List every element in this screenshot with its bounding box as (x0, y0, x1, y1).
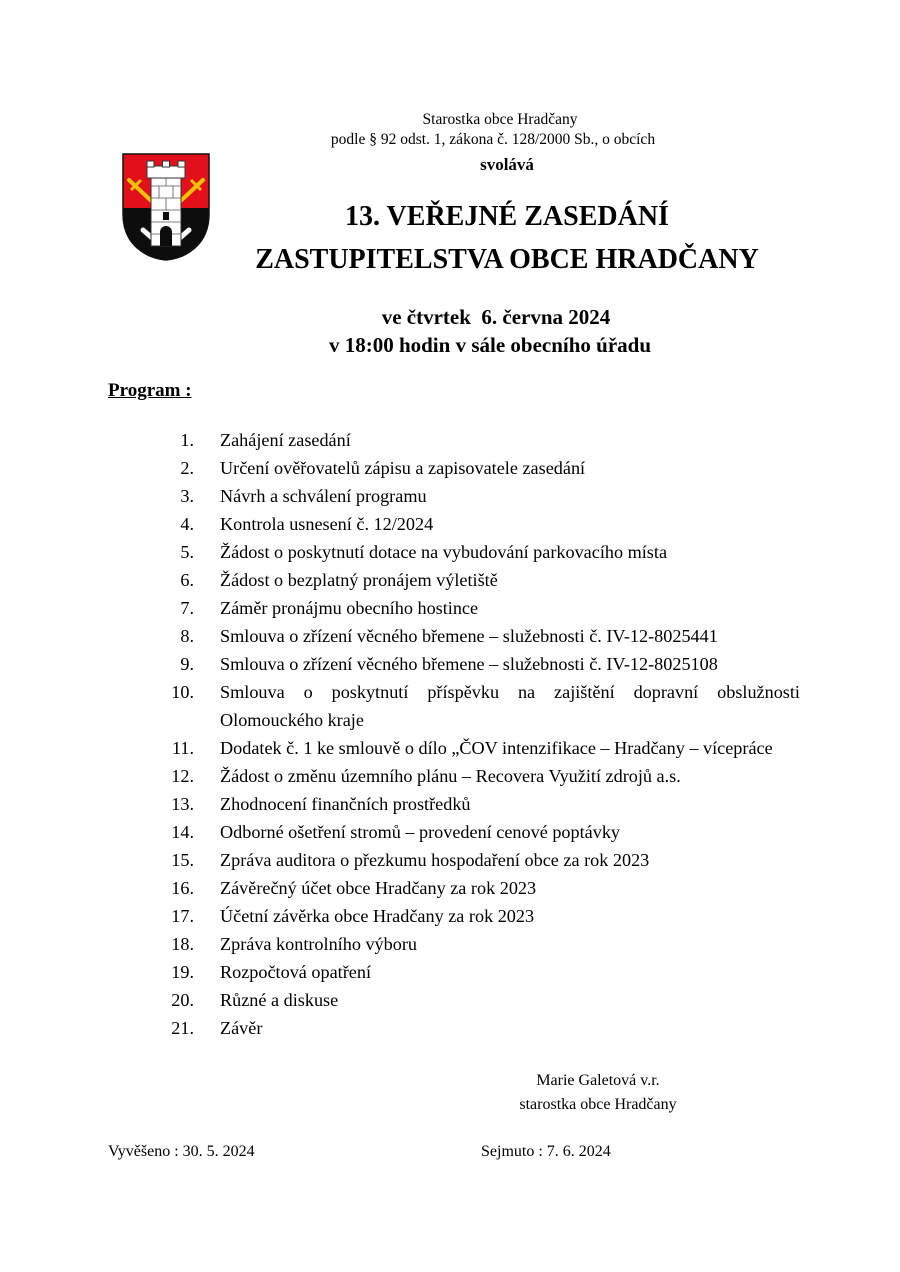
agenda-item (160, 790, 800, 818)
agenda-item-number: 3. (180, 486, 194, 506)
agenda-item-text: Zhodnocení finančních prostředků (220, 794, 471, 814)
agenda-item-number: 19. (171, 962, 194, 982)
agenda-item (160, 734, 800, 762)
agenda-item (160, 454, 800, 482)
agenda-item-text: Různé a diskuse (220, 990, 339, 1010)
agenda-item-text: Smlouva o zřízení věcného břemene – služebnosti č. IV-12-8025108 (220, 654, 718, 674)
agenda-item-number: 2. (180, 458, 194, 478)
removed-date: Sejmuto : 7. 6. 2024 (481, 1143, 611, 1160)
agenda-item (160, 510, 800, 538)
header-legal-basis: podle § 92 odst. 1, zákona č. 128/2000 Sb., o obcích (330, 131, 656, 148)
agenda-item-number: 8. (180, 626, 194, 646)
header-issuer: Starostka obce Hradčany (422, 111, 578, 128)
agenda-item-number: 16. (171, 878, 194, 898)
agenda-item-number: 7. (180, 598, 194, 618)
agenda-item (160, 566, 800, 594)
agenda-item-number: 10. (171, 682, 194, 702)
agenda-item-number: 5. (180, 542, 194, 562)
agenda-item-text: Odborné ošetření stromů – provedení cenové poptávky (220, 822, 621, 842)
agenda-item (160, 426, 800, 454)
agenda-item-text: Žádost o poskytnutí dotace na vybudování parkovacího místa (220, 542, 668, 562)
agenda-item-number: 20. (171, 990, 194, 1010)
agenda-item-number: 13. (171, 794, 194, 814)
agenda-item-text: Smlouva o zřízení věcného břemene – služebnosti č. IV-12-8025441 (220, 626, 718, 646)
agenda-item-text: Žádost o bezplatný pronájem výletiště (220, 570, 498, 590)
agenda-item (160, 818, 800, 846)
agenda-item (160, 986, 800, 1014)
agenda-item-text: Zpráva auditora o přezkumu hospodaření obce za rok 2023 (220, 850, 650, 870)
agenda-item-text: Žádost o změnu územního plánu – Recovera Využití zdrojů a.s. (220, 766, 681, 786)
document-title-line-1: 13. VEŘEJNÉ ZASEDÁNÍ (345, 201, 669, 232)
agenda-item (160, 846, 800, 874)
meeting-date: ve čtvrtek 6. června 2024 (381, 305, 611, 329)
agenda-item-number: 1. (180, 430, 194, 450)
agenda-item (160, 874, 800, 902)
agenda-item-text: Rozpočtová opatření (220, 962, 372, 982)
signature-role: starostka obce Hradčany (519, 1096, 677, 1113)
agenda-item (160, 622, 800, 650)
meeting-time-place: v 18:00 hodin v sále obecního úřadu (328, 333, 652, 357)
agenda-item (160, 902, 800, 930)
header-convenes: svolává (480, 155, 534, 174)
agenda-item-text: Dodatek č. 1 ke smlouvě o dílo „ČOV intenzifikace – Hradčany – vícepráce (220, 738, 773, 758)
agenda-item (160, 482, 800, 510)
agenda-item-text: Záměr pronájmu obecního hostince (220, 598, 479, 618)
agenda-item-number: 18. (171, 934, 194, 954)
posted-date: Vyvěšeno : 30. 5. 2024 (108, 1143, 255, 1160)
agenda-item-text: Určení ověřovatelů zápisu a zapisovatele zasedání (220, 458, 586, 478)
agenda-item-text: Účetní závěrka obce Hradčany za rok 2023 (220, 906, 535, 926)
agenda-item-number: 6. (180, 570, 194, 590)
agenda-item-number: 12. (171, 766, 194, 786)
document-title-line-2: ZASTUPITELSTVA OBCE HRADČANY (255, 244, 759, 275)
agenda-item-text: Smlouva o poskytnutí příspěvku na zajištění dopravní obslužnosti Olomouckého kraje (220, 682, 800, 730)
agenda-item (160, 594, 800, 622)
agenda-item-number: 4. (180, 514, 194, 534)
program-heading: Program : (108, 380, 192, 401)
agenda-item-text: Návrh a schválení programu (220, 486, 427, 506)
agenda-item (160, 930, 800, 958)
agenda-item (160, 538, 800, 566)
agenda-item-text: Závěr (220, 1018, 263, 1038)
agenda-item-number: 11. (171, 738, 194, 758)
agenda-item-number: 15. (171, 850, 194, 870)
agenda-item-text: Zpráva kontrolního výboru (220, 934, 417, 954)
agenda-item-text: Zahájení zasedání (220, 430, 351, 450)
agenda-item (160, 1014, 800, 1042)
agenda-item (160, 678, 800, 734)
agenda-item-number: 17. (171, 906, 194, 926)
signature-name: Marie Galetová v.r. (536, 1072, 660, 1089)
agenda-item-number: 9. (180, 654, 194, 674)
agenda-item-number: 14. (171, 822, 194, 842)
agenda-item-text: Závěrečný účet obce Hradčany za rok 2023 (220, 878, 537, 898)
agenda-item-text: Kontrola usnesení č. 12/2024 (220, 514, 434, 534)
agenda-item (160, 958, 800, 986)
agenda-item (160, 650, 800, 678)
agenda-item (160, 762, 800, 790)
agenda-list (160, 426, 800, 1042)
agenda-item-number: 21. (171, 1018, 194, 1038)
